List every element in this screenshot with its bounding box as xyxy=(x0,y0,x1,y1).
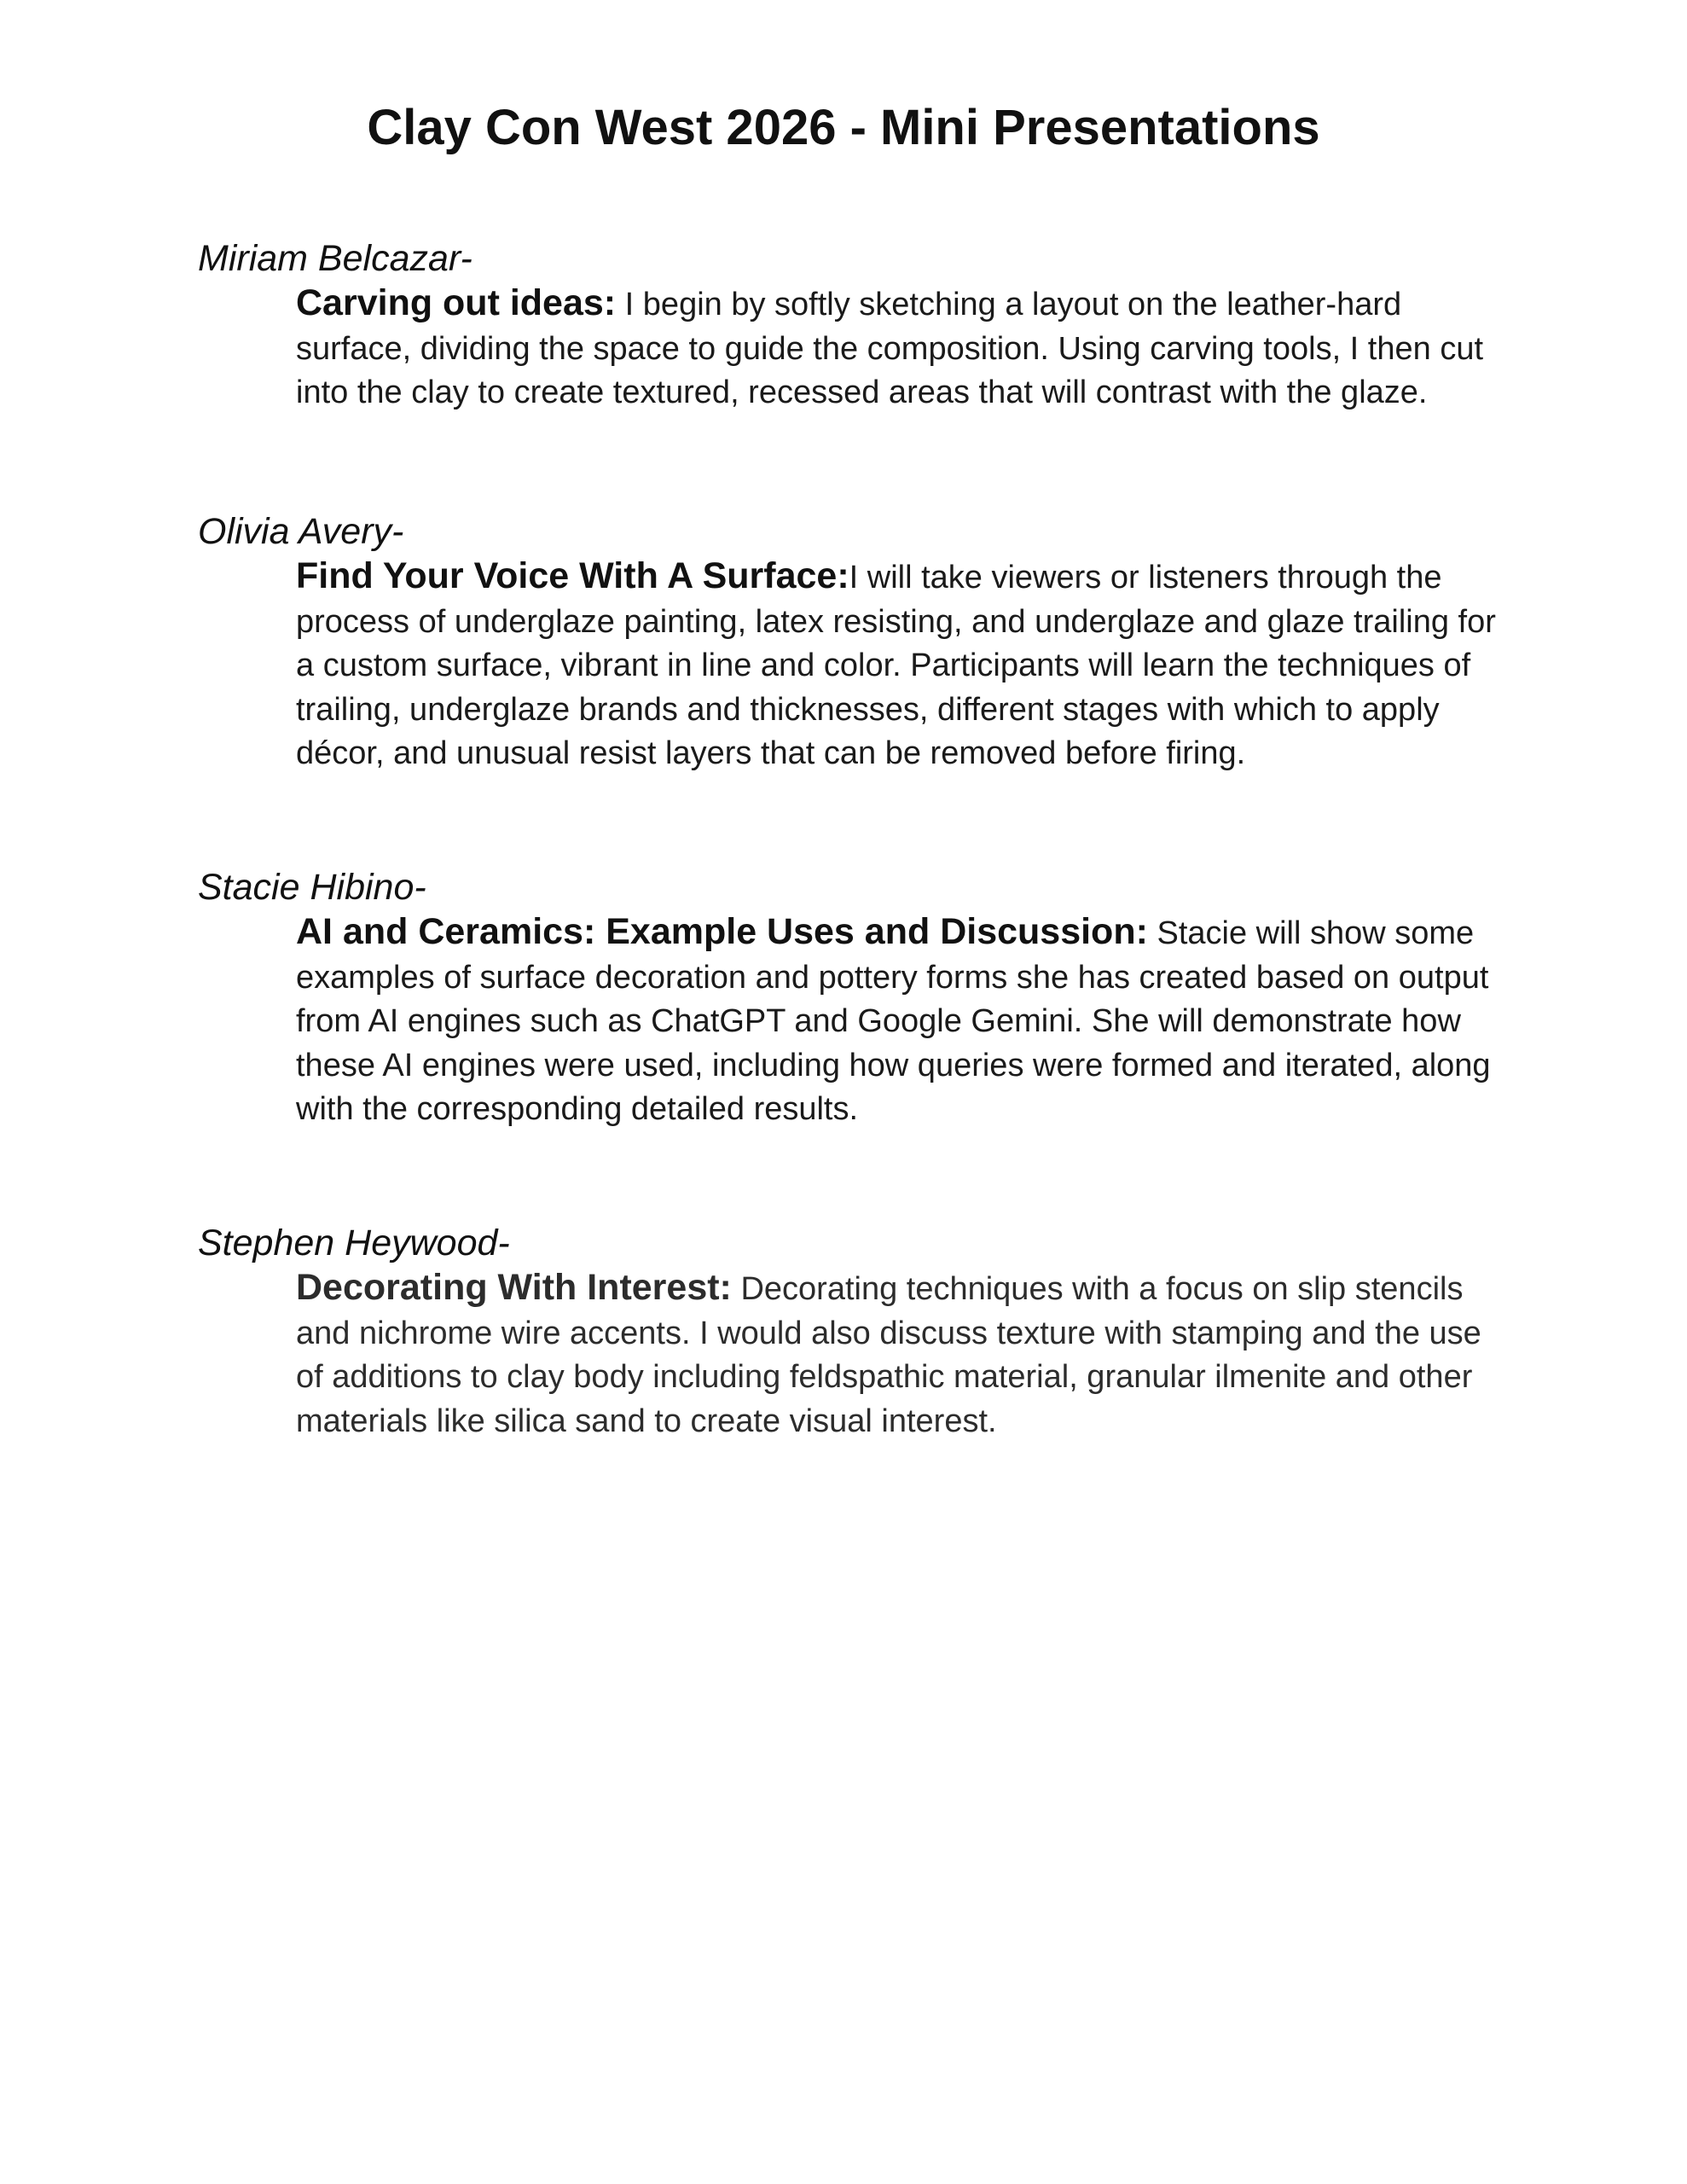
presentation-entry-olivia-avery xyxy=(198,508,1528,776)
presentation-text: I will take viewers or listeners through the process of underglaze painting, latex resisting, and underglaze and glaze trailing for a custom surface, vibrant in line and color. Participants will learn the techniques of trailing, underglaze brands and thicknesses, different stages with which to apply décor, and unusual resist layers that can be removed before firing. xyxy=(296,560,1496,771)
presentation-text: Decorating techniques with a focus on slip stencils and nichrome wire accents. I would also discuss texture with stamping and the use of additions to clay body including feldspathic material, granular ilmenite and other materials like silica sand to create visual interest. xyxy=(296,1271,1481,1439)
presentation-description xyxy=(296,1266,1516,1443)
presentation-description xyxy=(296,555,1516,776)
presentation-title: AI and Ceramics: Example Uses and Discussion: xyxy=(296,911,1148,952)
presentation-title: Decorating With Interest: xyxy=(296,1267,732,1308)
presentation-entry-stacie-hibino xyxy=(198,864,1528,1132)
presentation-text: I begin by softly sketching a layout on the leather-hard surface, dividing the space to guide the composition. Using carving tools, I then cut into the clay to create textured, recessed areas that will contrast with the glaze. xyxy=(296,287,1484,410)
presenter-name: Miriam Belcazar- xyxy=(198,238,472,279)
presenter-name: Olivia Avery- xyxy=(198,511,404,552)
presentation-description xyxy=(296,282,1516,415)
presentation-title: Carving out ideas: xyxy=(296,282,617,323)
presenter-name: Stacie Hibino- xyxy=(198,867,426,908)
presentation-title: Find Your Voice With A Surface: xyxy=(296,555,849,596)
presentation-entry-miriam-belcazar xyxy=(198,235,1528,415)
presenter-name: Stephen Heywood- xyxy=(198,1223,510,1263)
page-title: Clay Con West 2026 - Mini Presentations xyxy=(367,100,1320,155)
presentation-entry-stephen-heywood xyxy=(198,1220,1528,1443)
presentation-text: Stacie will show some examples of surface decoration and pottery forms she has created based on output from AI engines such as ChatGPT and Google Gemini. She will demonstrate how these AI engines were used, including how queries were formed and iterated, along with the corresponding detailed results. xyxy=(296,915,1491,1127)
presentation-description xyxy=(296,910,1516,1132)
